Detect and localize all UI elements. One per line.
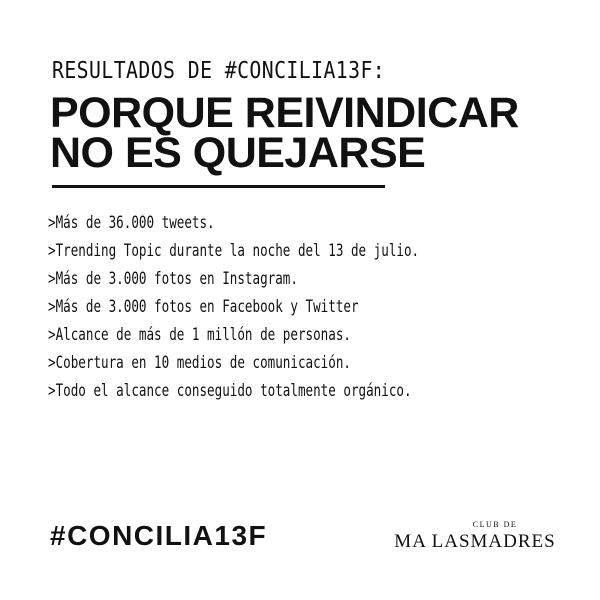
logo-name: MA LASMADRES: [394, 531, 556, 552]
list-marker: >: [48, 353, 56, 373]
list-item: [48, 321, 419, 349]
list-item-text: Cobertura en 10 medios de comunicación.: [55, 353, 351, 373]
list-item: [48, 237, 419, 265]
logo-club-de: CLUB DE: [472, 520, 518, 529]
list-marker: >: [48, 381, 56, 401]
list-item: [48, 349, 419, 377]
list-item: [48, 377, 419, 405]
headline-line-2: NO ES QUEJARSE: [50, 129, 426, 177]
headline-line-1: PORQUE REIVINDICAR: [50, 89, 519, 137]
list-item: [48, 209, 419, 237]
club-logo: [388, 520, 562, 556]
list-marker: >: [48, 325, 56, 345]
list-item-text: Más de 3.000 fotos en Facebook y Twitter: [55, 297, 359, 317]
list-item-text: Alcance de más de 1 millón de personas.: [55, 325, 351, 345]
list-marker: >: [48, 213, 56, 233]
list-item: [48, 265, 419, 293]
headline: [50, 89, 570, 177]
list-marker: >: [48, 241, 56, 261]
results-list: [48, 209, 550, 405]
list-item-text: Trending Topic durante la noche del 13 de julio.: [55, 241, 420, 261]
list-item-text: Más de 36.000 tweets.: [55, 213, 215, 233]
hashtag: #CONCILIA13F: [50, 520, 268, 551]
list-marker: >: [48, 297, 56, 317]
results-subtitle: RESULTADOS DE #CONCILIA13F:: [52, 58, 386, 84]
list-item-text: Más de 3.000 fotos en Instagram.: [55, 269, 298, 289]
headline-underline: [52, 185, 385, 188]
list-marker: >: [48, 269, 56, 289]
list-item-text: Todo el alcance conseguido totalmente orgánico.: [55, 381, 412, 401]
list-item: [48, 293, 419, 321]
